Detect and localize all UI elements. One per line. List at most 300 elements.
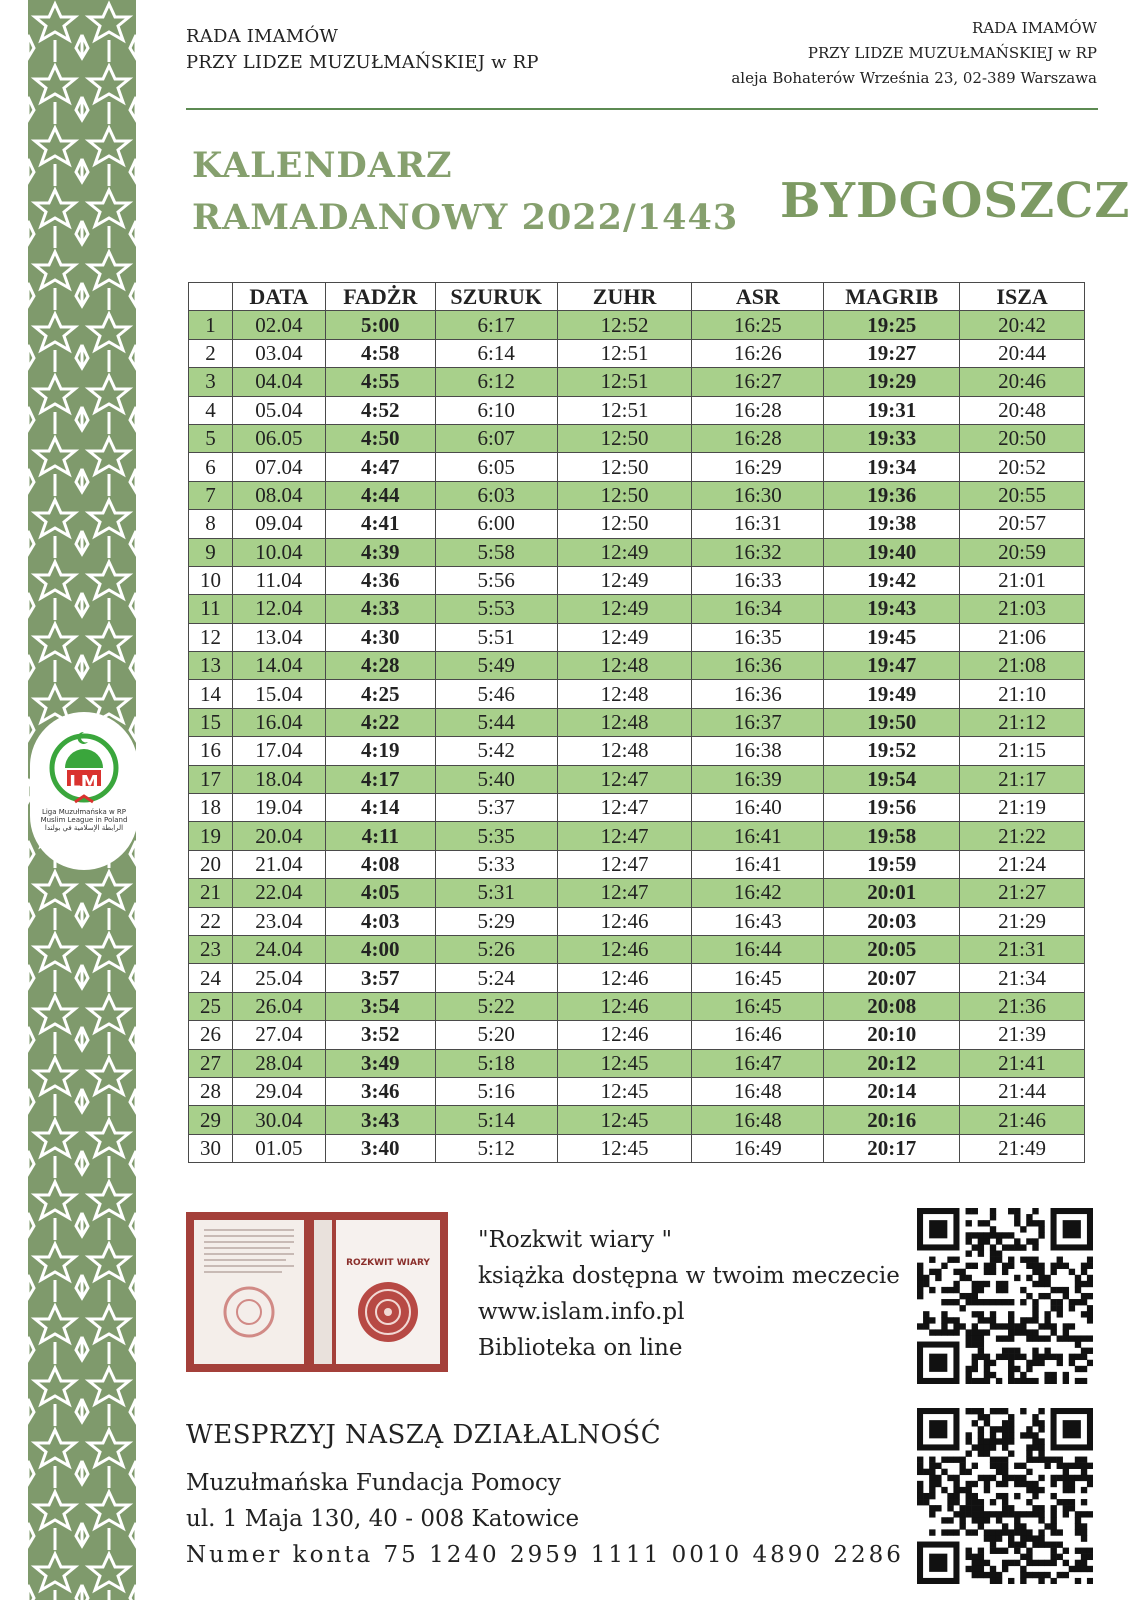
table-cell: 21:29	[960, 907, 1085, 935]
table-cell: 16:43	[692, 907, 824, 935]
table-cell: 19:59	[824, 850, 960, 878]
ramadan-calendar-table	[188, 282, 1085, 1163]
table-cell: 16:26	[692, 339, 824, 367]
table-cell: 4:44	[325, 481, 435, 509]
table-cell: 20:50	[960, 424, 1085, 452]
page-title	[192, 140, 738, 244]
table-cell: 21:03	[960, 595, 1085, 623]
book-title: "Rozkwit wiary "	[478, 1227, 673, 1253]
table-cell: 16:28	[692, 396, 824, 424]
table-cell: 12:47	[557, 794, 692, 822]
table-row	[189, 765, 1085, 793]
table-cell: 12:50	[557, 510, 692, 538]
table-cell: 19:25	[824, 311, 960, 339]
table-row	[189, 708, 1085, 736]
table-cell: 5	[189, 424, 233, 452]
table-cell: 01.05	[232, 1134, 325, 1162]
table-cell: 6:12	[435, 368, 557, 396]
table-cell: 3:52	[325, 1021, 435, 1049]
table-cell: 6:00	[435, 510, 557, 538]
table-cell: 19:50	[824, 708, 960, 736]
table-cell: 21:31	[960, 935, 1085, 963]
table-cell: 3	[189, 368, 233, 396]
table-row	[189, 538, 1085, 566]
column-header: ASR	[692, 283, 824, 311]
header-right-address: aleja Bohaterów Września 23, 02-389 Warszawa	[731, 69, 1097, 87]
table-cell: 20:14	[824, 1077, 960, 1105]
table-cell: 6:03	[435, 481, 557, 509]
table-cell: 5:33	[435, 850, 557, 878]
table-cell: 4:52	[325, 396, 435, 424]
table-cell: 6:17	[435, 311, 557, 339]
table-cell: 12:46	[557, 964, 692, 992]
bank-account: Numer konta 75 1240 2959 1111 0010 4890 2286	[186, 1542, 904, 1568]
table-cell: 12:48	[557, 708, 692, 736]
table-cell: 11.04	[232, 566, 325, 594]
qr-code-icon[interactable]	[917, 1208, 1093, 1384]
header-right-line2: PRZY LIDZE MUZUŁMAŃSKIEJ w RP	[807, 44, 1097, 62]
table-cell: 20:08	[824, 992, 960, 1020]
table-row	[189, 339, 1085, 367]
table-body	[189, 311, 1085, 1163]
foundation-address: ul. 1 Maja 130, 40 - 008 Katowice	[186, 1506, 580, 1532]
table-cell: 20:55	[960, 481, 1085, 509]
table-cell: 12:51	[557, 339, 692, 367]
table-cell: 30	[189, 1134, 233, 1162]
book-cover-title: ROZKWIT WIARY	[346, 1258, 430, 1268]
table-cell: 12:47	[557, 822, 692, 850]
table-cell: 6:14	[435, 339, 557, 367]
table-cell: 20:44	[960, 339, 1085, 367]
table-row	[189, 794, 1085, 822]
column-header: MAGRIB	[824, 283, 960, 311]
table-cell: 19:29	[824, 368, 960, 396]
table-cell: 24.04	[232, 935, 325, 963]
table-cell: 12:48	[557, 652, 692, 680]
table-row	[189, 850, 1085, 878]
table-cell: 4:03	[325, 907, 435, 935]
header-divider	[186, 108, 1098, 110]
table-row	[189, 566, 1085, 594]
table-cell: 19:27	[824, 339, 960, 367]
table-cell: 23	[189, 935, 233, 963]
table-cell: 27.04	[232, 1021, 325, 1049]
book-availability: książka dostępna w twoim meczecie	[478, 1263, 900, 1289]
table-cell: 20:16	[824, 1106, 960, 1134]
table-cell: 4:28	[325, 652, 435, 680]
table-cell: 14.04	[232, 652, 325, 680]
table-cell: 3:46	[325, 1077, 435, 1105]
table-cell: 16:36	[692, 680, 824, 708]
title-line1: KALENDARZ	[192, 145, 453, 186]
table-cell: 5:35	[435, 822, 557, 850]
logo-initials: LM	[69, 772, 99, 793]
table-cell: 5:22	[435, 992, 557, 1020]
table-cell: 5:31	[435, 879, 557, 907]
table-cell: 4:33	[325, 595, 435, 623]
table-cell: 4:30	[325, 623, 435, 651]
table-cell: 21:34	[960, 964, 1085, 992]
table-cell: 6:05	[435, 453, 557, 481]
table-row	[189, 737, 1085, 765]
table-cell: 12:51	[557, 396, 692, 424]
table-row	[189, 680, 1085, 708]
table-cell: 20:01	[824, 879, 960, 907]
table-cell: 12:45	[557, 1134, 692, 1162]
table-cell: 7	[189, 481, 233, 509]
table-cell: 8	[189, 510, 233, 538]
table-cell: 16:44	[692, 935, 824, 963]
table-cell: 5:49	[435, 652, 557, 680]
logo-caption-ar: الرابطة الإسلامية في بولندا	[44, 824, 124, 832]
table-row	[189, 510, 1085, 538]
table-cell: 20	[189, 850, 233, 878]
table-row	[189, 396, 1085, 424]
table-cell: 12:45	[557, 1077, 692, 1105]
table-cell: 5:20	[435, 1021, 557, 1049]
book-back-cover	[194, 1220, 304, 1364]
table-cell: 19:34	[824, 453, 960, 481]
table-cell: 15	[189, 708, 233, 736]
table-row	[189, 879, 1085, 907]
table-cell: 19:31	[824, 396, 960, 424]
table-cell: 5:58	[435, 538, 557, 566]
table-cell: 12:46	[557, 1021, 692, 1049]
column-header: FADŻR	[325, 283, 435, 311]
table-cell: 12:46	[557, 907, 692, 935]
table-cell: 19:52	[824, 737, 960, 765]
table-cell: 20:12	[824, 1049, 960, 1077]
table-cell: 21:10	[960, 680, 1085, 708]
table-cell: 07.04	[232, 453, 325, 481]
table-cell: 12:51	[557, 368, 692, 396]
table-cell: 21:15	[960, 737, 1085, 765]
table-cell: 21:46	[960, 1106, 1085, 1134]
table-cell: 16:31	[692, 510, 824, 538]
table-cell: 11	[189, 595, 233, 623]
column-header: ISZA	[960, 283, 1085, 311]
table-cell: 4:08	[325, 850, 435, 878]
book-promo-text	[478, 1222, 900, 1366]
table-cell: 21:24	[960, 850, 1085, 878]
table-cell: 12:49	[557, 538, 692, 566]
table-row	[189, 652, 1085, 680]
table-cell: 16	[189, 737, 233, 765]
table-cell: 16:48	[692, 1106, 824, 1134]
table-cell: 12:47	[557, 850, 692, 878]
table-cell: 21:17	[960, 765, 1085, 793]
table-row	[189, 907, 1085, 935]
table-row	[189, 481, 1085, 509]
table-cell: 12:49	[557, 595, 692, 623]
table-row	[189, 1134, 1085, 1162]
table-cell: 08.04	[232, 481, 325, 509]
table-cell: 4:05	[325, 879, 435, 907]
table-cell: 20:59	[960, 538, 1085, 566]
title-line2: RAMADANOWY 2022/1443	[192, 197, 739, 238]
table-cell: 12:49	[557, 623, 692, 651]
table-cell: 14	[189, 680, 233, 708]
qr-code-icon[interactable]	[917, 1408, 1093, 1584]
table-cell: 5:42	[435, 737, 557, 765]
table-cell: 5:12	[435, 1134, 557, 1162]
table-cell: 30.04	[232, 1106, 325, 1134]
book-website-link[interactable]: www.islam.info.pl	[478, 1299, 685, 1325]
book-front-cover	[336, 1220, 440, 1364]
column-header: DATA	[232, 283, 325, 311]
table-cell: 19:42	[824, 566, 960, 594]
table-row	[189, 311, 1085, 339]
table-cell: 6:07	[435, 424, 557, 452]
table-cell: 16:45	[692, 964, 824, 992]
table-cell: 5:37	[435, 794, 557, 822]
table-cell: 16:38	[692, 737, 824, 765]
table-cell: 3:43	[325, 1106, 435, 1134]
table-cell: 28	[189, 1077, 233, 1105]
table-cell: 5:00	[325, 311, 435, 339]
league-logo	[30, 712, 138, 870]
table-row	[189, 595, 1085, 623]
table-cell: 16.04	[232, 708, 325, 736]
table-cell: 16:29	[692, 453, 824, 481]
table-cell: 4:00	[325, 935, 435, 963]
table-cell: 2	[189, 339, 233, 367]
table-cell: 13.04	[232, 623, 325, 651]
table-cell: 12:49	[557, 566, 692, 594]
table-cell: 16:45	[692, 992, 824, 1020]
table-cell: 27	[189, 1049, 233, 1077]
table-cell: 21:12	[960, 708, 1085, 736]
header-right-line1: RADA IMAMÓW	[972, 19, 1097, 37]
table-cell: 19:47	[824, 652, 960, 680]
table-cell: 16:40	[692, 794, 824, 822]
header-left-line2: PRZY LIDZE MUZUŁMAŃSKIEJ w RP	[186, 52, 539, 73]
table-cell: 12.04	[232, 595, 325, 623]
table-cell: 12:50	[557, 481, 692, 509]
table-cell: 4:55	[325, 368, 435, 396]
column-header	[189, 283, 233, 311]
table-row	[189, 453, 1085, 481]
table-cell: 23.04	[232, 907, 325, 935]
table-cell: 17.04	[232, 737, 325, 765]
table-cell: 16:32	[692, 538, 824, 566]
table-cell: 20:48	[960, 396, 1085, 424]
book-library: Biblioteka on line	[478, 1335, 683, 1361]
table-cell: 4:19	[325, 737, 435, 765]
table-cell: 5:40	[435, 765, 557, 793]
logo-caption-pl: Liga Muzułmańska w RP	[41, 808, 127, 816]
table-cell: 20:05	[824, 935, 960, 963]
table-row	[189, 822, 1085, 850]
table-row	[189, 1049, 1085, 1077]
table-cell: 16:34	[692, 595, 824, 623]
table-cell: 21	[189, 879, 233, 907]
table-cell: 21:06	[960, 623, 1085, 651]
table-cell: 5:24	[435, 964, 557, 992]
table-cell: 16:33	[692, 566, 824, 594]
column-header: SZURUK	[435, 283, 557, 311]
table-row	[189, 935, 1085, 963]
table-cell: 16:30	[692, 481, 824, 509]
table-cell: 16:42	[692, 879, 824, 907]
table-cell: 19:58	[824, 822, 960, 850]
table-cell: 5:14	[435, 1106, 557, 1134]
table-cell: 5:51	[435, 623, 557, 651]
table-cell: 6:10	[435, 396, 557, 424]
table-row	[189, 424, 1085, 452]
table-cell: 12:52	[557, 311, 692, 339]
table-cell: 10	[189, 566, 233, 594]
table-cell: 16:37	[692, 708, 824, 736]
table-row	[189, 992, 1085, 1020]
foundation-name: Muzułmańska Fundacja Pomocy	[186, 1470, 561, 1496]
table-cell: 16:48	[692, 1077, 824, 1105]
table-row	[189, 1077, 1085, 1105]
table-cell: 21:39	[960, 1021, 1085, 1049]
table-cell: 19:49	[824, 680, 960, 708]
table-cell: 19:33	[824, 424, 960, 452]
table-cell: 4:25	[325, 680, 435, 708]
table-cell: 20:57	[960, 510, 1085, 538]
table-cell: 25	[189, 992, 233, 1020]
table-cell: 21:01	[960, 566, 1085, 594]
table-cell: 12:46	[557, 992, 692, 1020]
table-cell: 18	[189, 794, 233, 822]
table-cell: 21:19	[960, 794, 1085, 822]
table-cell: 28.04	[232, 1049, 325, 1077]
table-cell: 29.04	[232, 1077, 325, 1105]
table-cell: 12:50	[557, 424, 692, 452]
table-header-row	[189, 283, 1085, 311]
table-cell: 4:50	[325, 424, 435, 452]
table-cell: 19:45	[824, 623, 960, 651]
header-right	[731, 16, 1097, 91]
table-cell: 19	[189, 822, 233, 850]
table-cell: 21:44	[960, 1077, 1085, 1105]
table-cell: 16:47	[692, 1049, 824, 1077]
table-cell: 19:54	[824, 765, 960, 793]
table-cell: 12:46	[557, 935, 692, 963]
table-cell: 20:07	[824, 964, 960, 992]
table-cell: 19.04	[232, 794, 325, 822]
table-cell: 16:35	[692, 623, 824, 651]
table-cell: 20:46	[960, 368, 1085, 396]
table-cell: 5:46	[435, 680, 557, 708]
table-row	[189, 1021, 1085, 1049]
table-cell: 4:17	[325, 765, 435, 793]
table-cell: 21:22	[960, 822, 1085, 850]
table-cell: 02.04	[232, 311, 325, 339]
table-cell: 5:18	[435, 1049, 557, 1077]
table-cell: 19:56	[824, 794, 960, 822]
table-cell: 1	[189, 311, 233, 339]
table-cell: 5:29	[435, 907, 557, 935]
league-emblem-icon	[43, 726, 125, 806]
header-left	[186, 24, 539, 76]
table-cell: 21:27	[960, 879, 1085, 907]
table-cell: 20:03	[824, 907, 960, 935]
table-cell: 05.04	[232, 396, 325, 424]
table-cell: 16:27	[692, 368, 824, 396]
table-cell: 09.04	[232, 510, 325, 538]
table-cell: 12:47	[557, 879, 692, 907]
column-header: ZUHR	[557, 283, 692, 311]
table-cell: 10.04	[232, 538, 325, 566]
table-cell: 21:41	[960, 1049, 1085, 1077]
table-cell: 5:56	[435, 566, 557, 594]
table-row	[189, 623, 1085, 651]
table-cell: 13	[189, 652, 233, 680]
table-cell: 24	[189, 964, 233, 992]
table-cell: 12:48	[557, 680, 692, 708]
table-cell: 16:41	[692, 822, 824, 850]
header-left-line1: RADA IMAMÓW	[186, 26, 339, 47]
table-row	[189, 1106, 1085, 1134]
table-cell: 20:42	[960, 311, 1085, 339]
table-cell: 21:49	[960, 1134, 1085, 1162]
table-cell: 15.04	[232, 680, 325, 708]
table-cell: 22	[189, 907, 233, 935]
table-cell: 6	[189, 453, 233, 481]
table-cell: 20:17	[824, 1134, 960, 1162]
table-cell: 4	[189, 396, 233, 424]
table-cell: 18.04	[232, 765, 325, 793]
table-cell: 4:47	[325, 453, 435, 481]
table-cell: 06.05	[232, 424, 325, 452]
table-cell: 3:57	[325, 964, 435, 992]
table-cell: 12:48	[557, 737, 692, 765]
table-cell: 5:44	[435, 708, 557, 736]
table-cell: 17	[189, 765, 233, 793]
table-cell: 25.04	[232, 964, 325, 992]
table-cell: 04.04	[232, 368, 325, 396]
table-cell: 5:53	[435, 595, 557, 623]
table-cell: 4:22	[325, 708, 435, 736]
table-cell: 4:36	[325, 566, 435, 594]
table-cell: 4:14	[325, 794, 435, 822]
table-cell: 4:41	[325, 510, 435, 538]
logo-caption-en: Muslim League in Poland	[40, 816, 128, 824]
table-cell: 16:28	[692, 424, 824, 452]
table-cell: 12:45	[557, 1049, 692, 1077]
table-cell: 19:38	[824, 510, 960, 538]
table-cell: 16:41	[692, 850, 824, 878]
table-cell: 21:36	[960, 992, 1085, 1020]
table-cell: 12:47	[557, 765, 692, 793]
table-cell: 26.04	[232, 992, 325, 1020]
table-cell: 16:49	[692, 1134, 824, 1162]
table-cell: 19:40	[824, 538, 960, 566]
table-cell: 20:52	[960, 453, 1085, 481]
table-cell: 20.04	[232, 822, 325, 850]
table-cell: 29	[189, 1106, 233, 1134]
table-cell: 16:25	[692, 311, 824, 339]
table-cell: 20:10	[824, 1021, 960, 1049]
table-cell: 19:36	[824, 481, 960, 509]
city-name: BYDGOSZCZ	[780, 173, 1131, 229]
table-row	[189, 964, 1085, 992]
table-cell: 12:45	[557, 1106, 692, 1134]
table-cell: 16:46	[692, 1021, 824, 1049]
table-cell: 3:49	[325, 1049, 435, 1077]
table-cell: 4:11	[325, 822, 435, 850]
table-cell: 9	[189, 538, 233, 566]
support-heading: WESPRZYJ NASZĄ DZIAŁALNOŚĆ	[186, 1420, 662, 1450]
logo-caption	[41, 808, 128, 832]
table-cell: 5:26	[435, 935, 557, 963]
table-cell: 4:58	[325, 339, 435, 367]
table-row	[189, 368, 1085, 396]
